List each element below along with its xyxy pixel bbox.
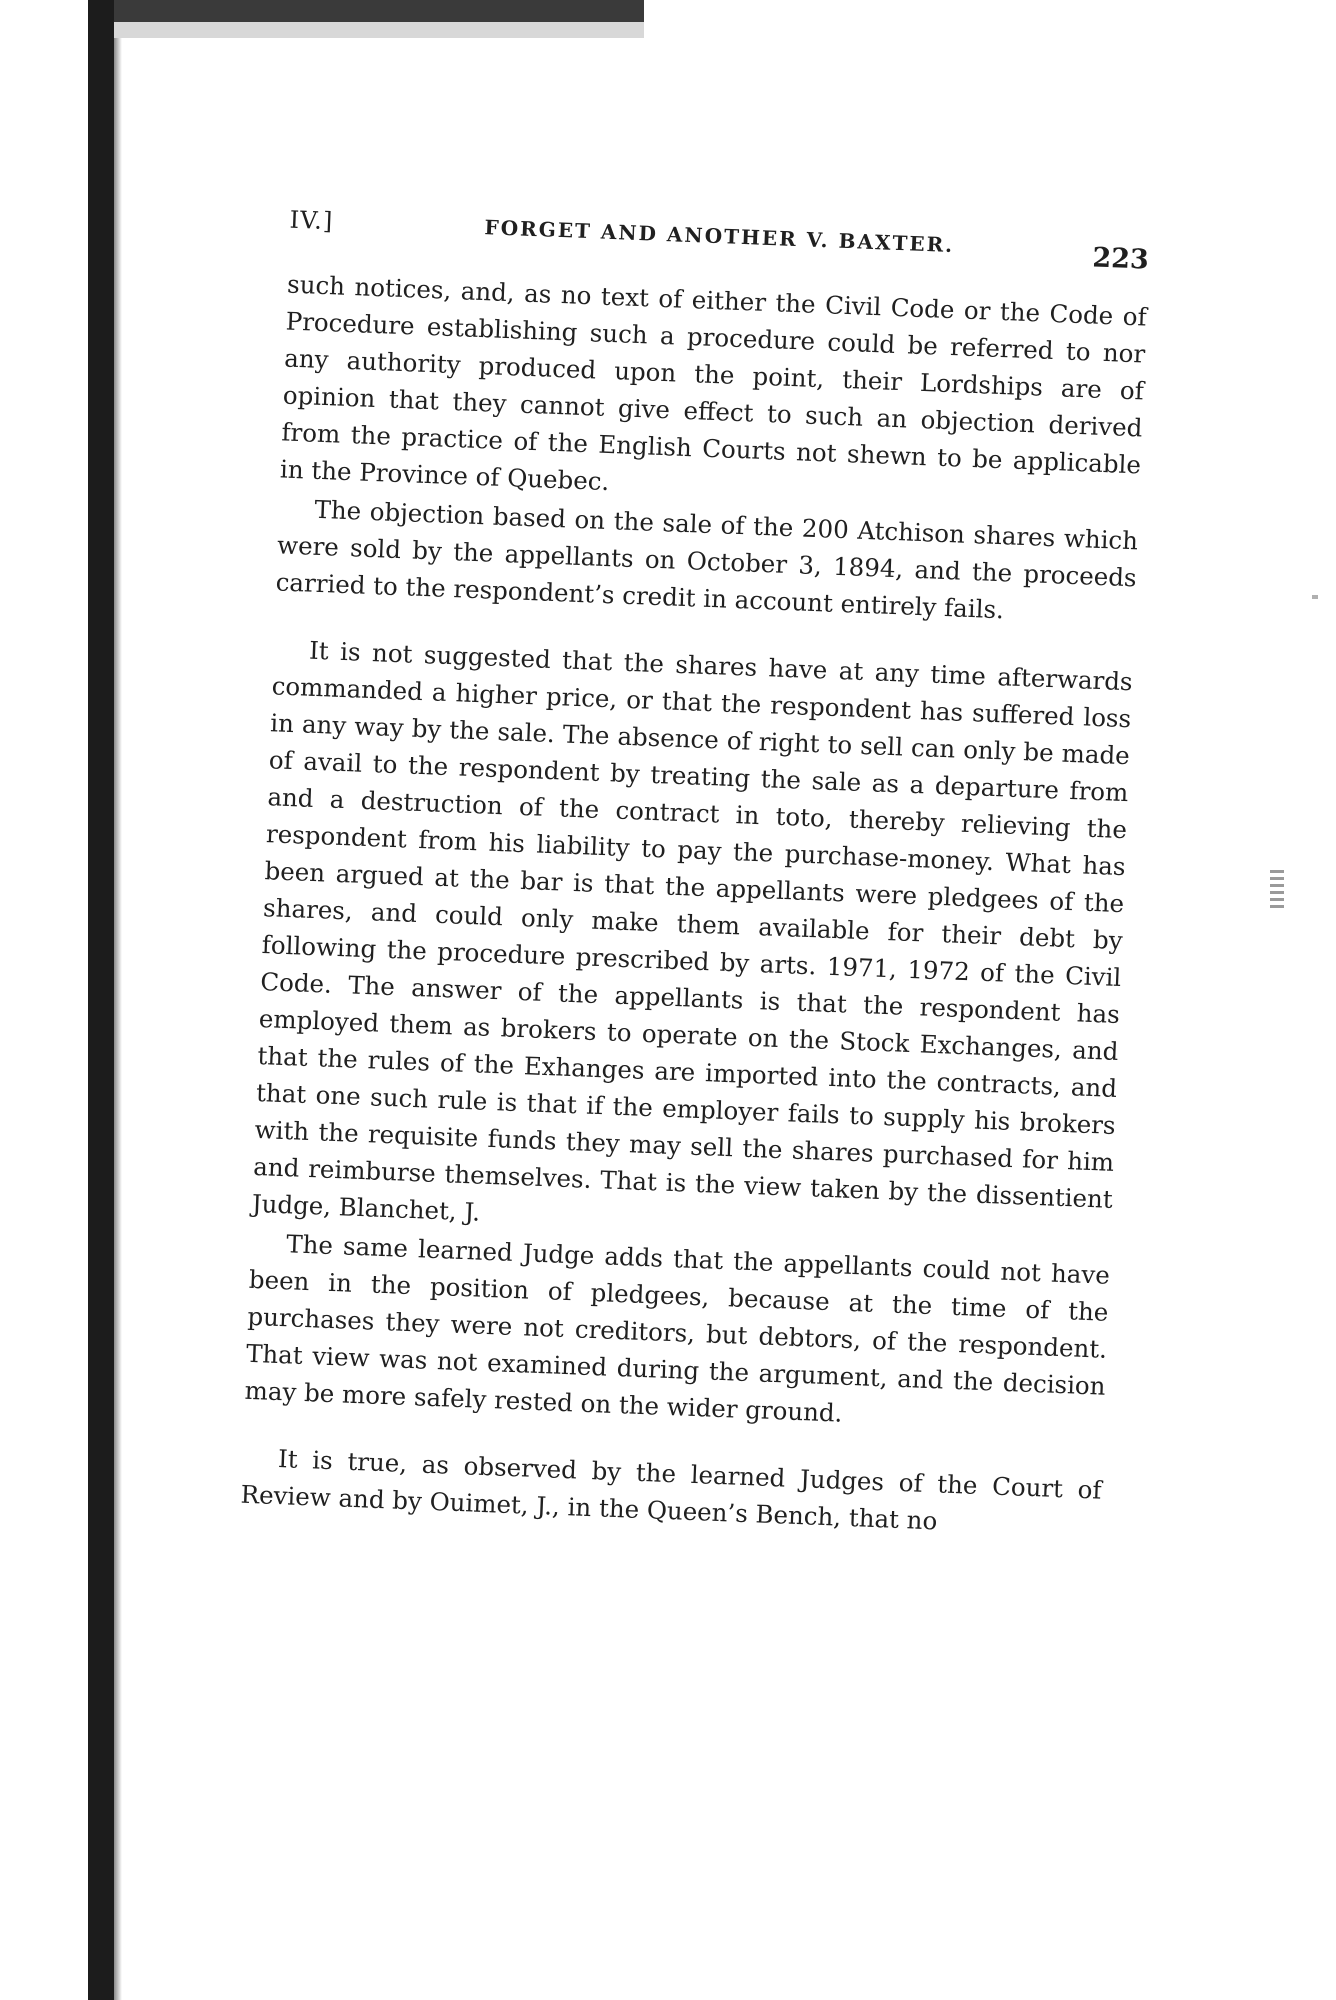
page-title: FORGET AND ANOTHER V. BAXTER. [484,215,955,258]
paragraph-3: It is not suggested that the shares have at any time afterwards commanded a higher price, or that the respondent has suffered loss in any way by the sale. The absence of right to sell can only be made of avail to the respondent by treating the sale as a departure from and a destruction of the contract in toto, thereby relieving the respondent from his liability to pay the purchase-money. What has been argued at the bar is that the appellants were pledgees of the shares, and could only make them available for their debt by following the procedure prescribed by arts. 1971, 1972 of the Civil Code. The answer of the appellants is that the respondent has employed them as brokers to operate on the Stock Exchanges, and that the rules of the Exhanges are imported into the contracts, and that one such rule is that if the employer fails to supply his brokers with the requisite funds they may sell the shares purchased for him and reimburse themselves. That is the view taken by the dissentient Judge, Blanchet, J. [251,635,1134,1227]
paragraph-2: The objection based on the sale of the 200 Atchison shares which were sold by the appellants on October 3, 1894, and the proceeds carried to the respondent’s credit in account entirely fails. [275,494,1139,625]
running-head [289,206,1150,279]
binding-shadow [114,0,122,2000]
scan-artifact-dot [1312,595,1318,599]
section-mark: IV.] [289,205,334,236]
page-number: 223 [1091,242,1150,276]
paragraph-4: The same learned Judge adds that the appellants could not have been in the position of pledgees, because at the time of the purchases they were not creditors, but debtors, of the respondent. That view was not examined during the argument, and the decision may be more safely rested on the wider ground. [244,1229,1111,1428]
paragraph-5: It is true, as observed by the learned Judges of the Court of Review and by Ouimet, J., in the Queen’s Bench, that no [240,1444,1103,1536]
body-text [240,266,1147,1546]
facing-page-edge [114,0,644,22]
scan-artifact-marks [1270,870,1286,930]
document-page [120,181,1181,1818]
paragraph-1: such notices, and, as no text of either the Civil Code or the Code of Procedure establishing such a procedure could be referred to nor any authority produced upon the point, their Lordships are of opinion that they cannot give effect to such an objection derived from the practice of the English Courts not shewn to be applicable in the Province of Quebec. [279,269,1148,497]
facing-page-edge-light [114,22,644,38]
left-margin [0,0,88,2000]
book-binding-edge [88,0,114,2000]
